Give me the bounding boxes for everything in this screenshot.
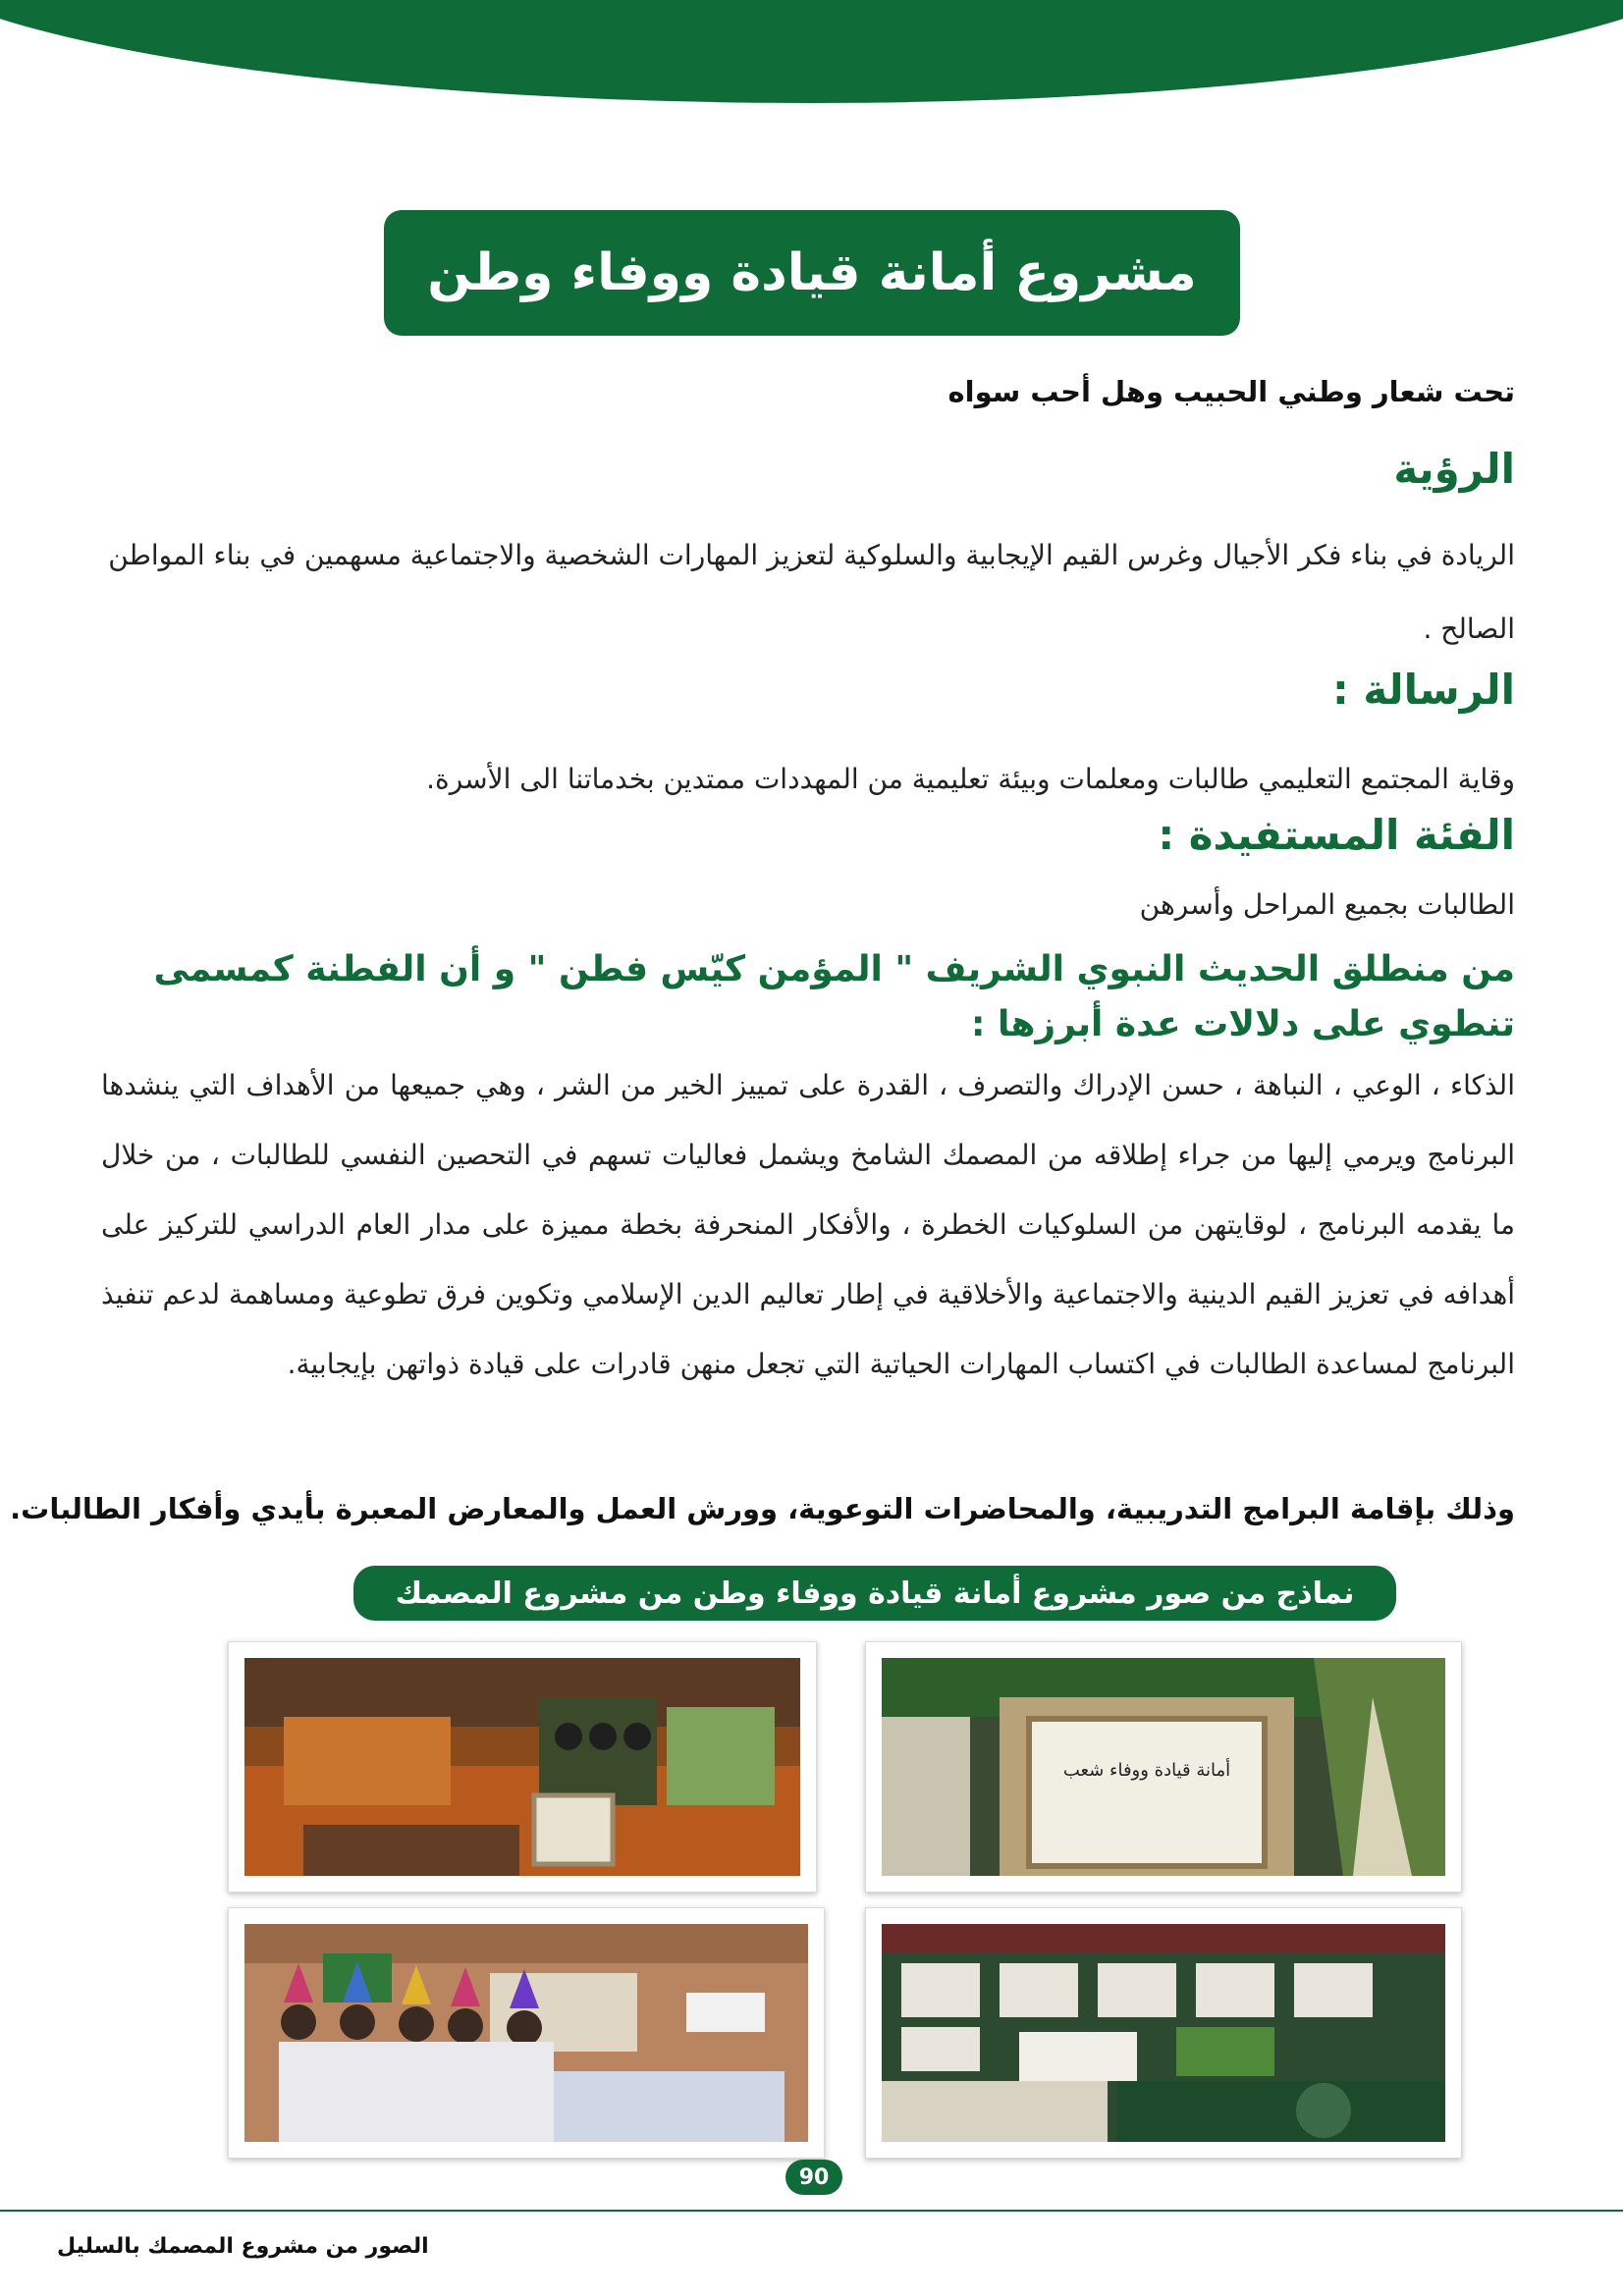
photo-exhibition-table: [244, 1658, 800, 1876]
footer-caption: الصور من مشروع المصمك بالسليل: [57, 2234, 429, 2259]
sign-text: أمانة قيادة ووفاء شعب: [1062, 1760, 1231, 1781]
gallery-banner-text: نماذج من صور مشروع أمانة قيادة ووفاء وطن من مشروع المصمك: [395, 1575, 1355, 1611]
page-title-text: مشروع أمانة قيادة ووفاء وطن: [427, 243, 1197, 302]
mission-text: وقاية المجتمع التعليمي طالبات ومعلمات وبيئة تعليمية من المهددات ممتدين بخدماتنا الى الأسرة.: [426, 763, 1515, 795]
page-number-text: 90: [798, 2164, 830, 2190]
main-paragraph: الذكاء ، الوعي ، النباهة ، حسن الإدراك والتصرف ، القدرة على تمييز الخير من الشر ، وهي جميعها من الأهداف التي ينشدها البرنامج ويرمي إليها من جراء إطلاقه من المصمك الشامخ ويشمل فعاليات تسهم في التحصين النفسي للطالبات ، من خلال ما يقدمه البرنامج ، لوقايتهن من السلوكيات الخطرة ، والأفكار المنحرفة بخطة مميزة على مدار العام الدراسي للتركيز على أهدافه في تعزيز القيم الدينية والاجتماعية والأخلاقية في إطار تعاليم الدين الإسلامي وتكوين فرق تطوعية ومساهمة لدعم تنفيذ البرنامج لمساعدة الطالبات في اكتساب المهارات الحياتية التي تجعل منهن قادرات على قيادة ذواتهن بإيجابية.: [101, 1069, 1515, 1380]
vision-heading: الرؤية: [1393, 445, 1515, 493]
photo-exhibition-wall: [882, 1924, 1445, 2142]
gallery-photo: [882, 1658, 1445, 1876]
target-text: الطالبات بجميع المراحل وأسرهن: [1139, 888, 1515, 921]
gallery-photo: [882, 1924, 1445, 2142]
mission-heading: الرسالة :: [1331, 666, 1515, 714]
photo-children-celebration: [244, 1924, 808, 2142]
gallery-photo: [244, 1658, 800, 1876]
header-arc: [0, 0, 1623, 103]
slogan: تحت شعار وطني الحبيب وهل أحب سواه: [947, 375, 1515, 408]
photo-framed-sign: [882, 1658, 1445, 1876]
gallery-banner: [353, 1566, 1396, 1621]
page-number: [785, 2160, 842, 2195]
closing-text: وذلك بإقامة البرامج التدريبية، والمحاضرات التوعوية، وورش العمل والمعارض المعبرة بأيدي وأفكار الطالبات.: [10, 1492, 1515, 1525]
hadith-heading: من منطلق الحديث النبوي الشريف " المؤمن كيّس فطن " و أن الفطنة كمسمى تنطوي على دلالات عدة أبرزها :: [153, 949, 1515, 1044]
footer-divider: [0, 2210, 1623, 2212]
photo-frame: [228, 1907, 825, 2159]
page-title: [384, 210, 1240, 336]
target-heading: الفئة المستفيدة :: [1158, 811, 1515, 859]
photo-frame: [865, 1641, 1462, 1893]
photo-frame: [865, 1907, 1462, 2159]
photo-frame: [228, 1641, 817, 1893]
gallery-photo: [244, 1924, 808, 2142]
vision-text: الريادة في بناء فكر الأجيال وغرس القيم الإيجابية والسلوكية لتعزيز المهارات الشخصية والاجتماعية مسهمين في بناء المواطن الصالح .: [108, 539, 1515, 645]
